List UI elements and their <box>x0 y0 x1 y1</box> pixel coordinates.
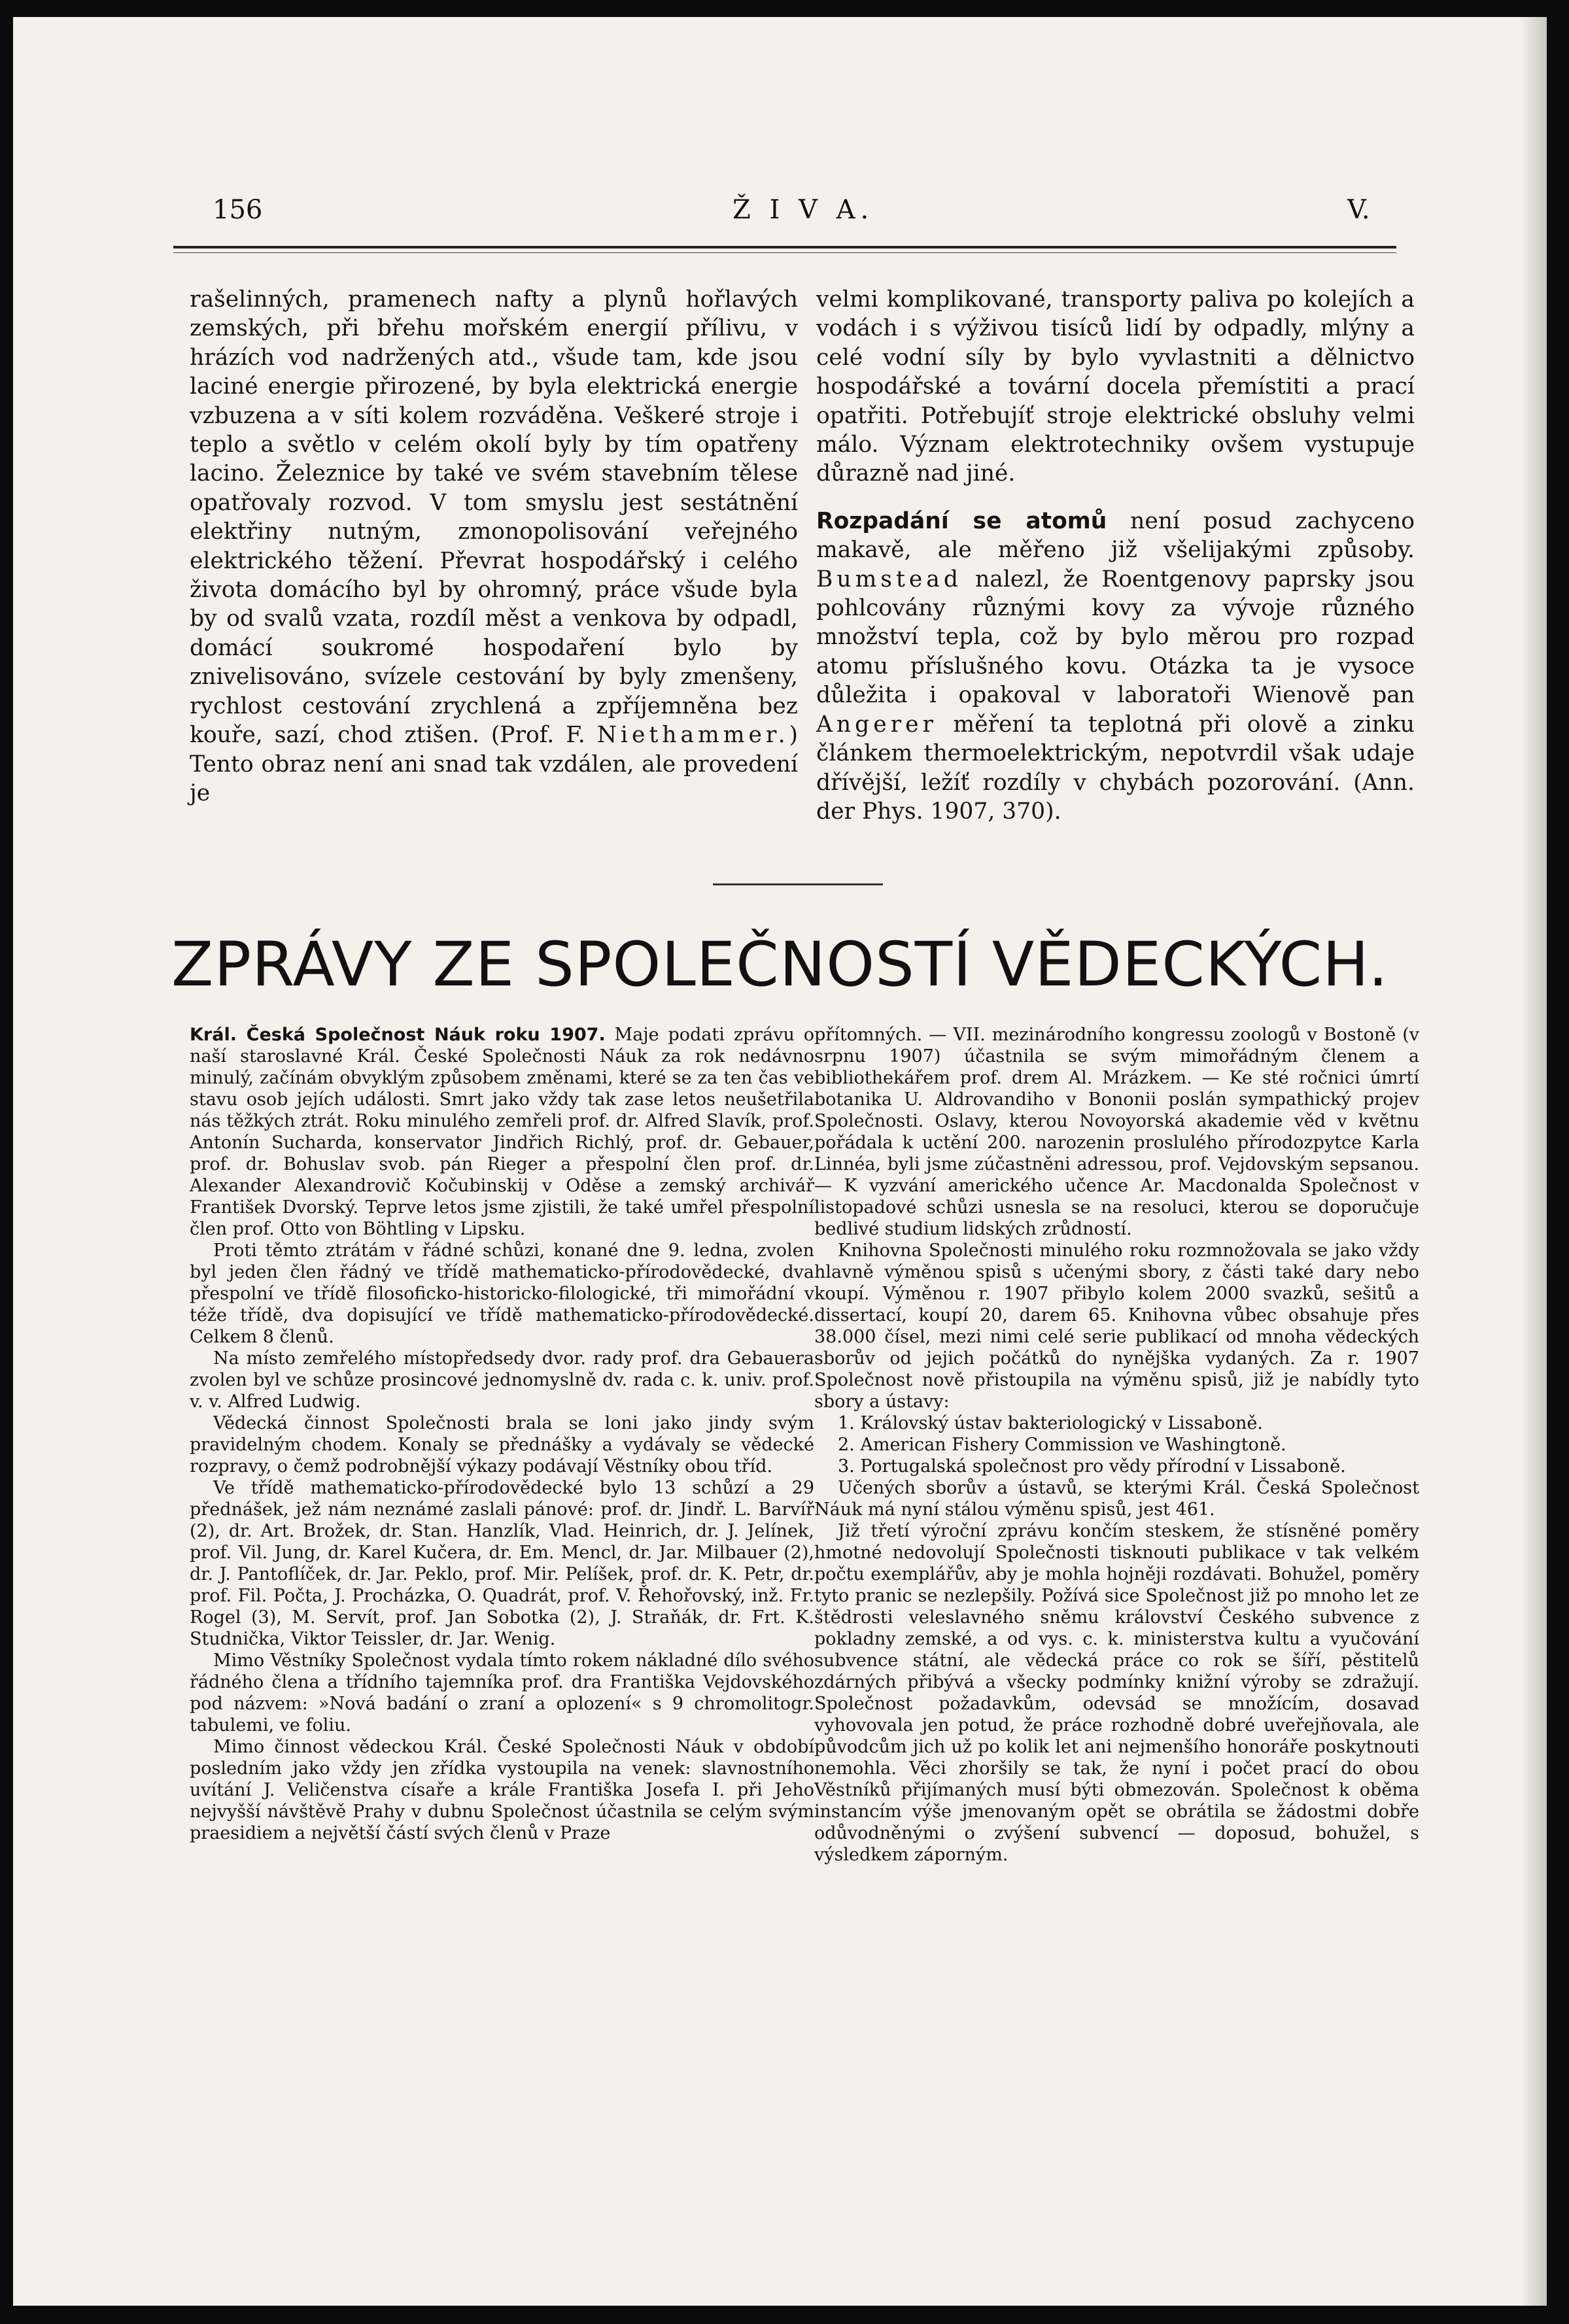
paragraph-text: ) Tento obraz není ani snad tak vzdálen, ale provedení je <box>190 722 799 806</box>
report-column-right <box>814 1024 1419 1866</box>
report-paragraph: Mimo činnost vědeckou Král. České Společnosti Náuk v období posledním jako vždy jen zřídka vystoupila na venek: slavnostního uvítání J. Veličenstva císaře a krále Františka Josefa I. při Jeho nejvyšší návštěvě Prahy v dubnu Společnost účastnila se celým svým praesidiem a největší částí svých členů v Praze <box>190 1737 814 1843</box>
header-rule-thin <box>173 252 1396 253</box>
paragraph-text: měření ta teplotná při olově a zinku článkem thermoelektrickým, nepotvrdil však udaje dřívější, ležíť rozdíly v chybách pozorování. (Ann. der Phys. 1907, 370). <box>816 711 1415 825</box>
article-paragraph: velmi komplikované, transporty paliva po kolejích a vodách i s výživou tisíců lidí by odpadly, mlýny a celé vodní síly by bylo vyvlastniti a dělnictvo hospodářské a tovární docela přemístiti a prací opatřiti. Potřebujíť stroje elektrické obsluhy velmi málo. Význam elektrotechniky ovšem vystupuje důrazně nad jiné. <box>816 286 1415 487</box>
report-paragraph: Již třetí výroční zprávu končím steskem, že stísněné poměry hmotné nedovolují Společnosti tisknouti publikace v tak velkém počtu exemplářův, aby je mohla hojněji rozdávati. Bohužel, poměry tyto pranic se nezlepšily. Požívá sice Společnost již po mnoho let ze štědrosti veleslavného sněmu království Českého subvence z pokladny zemské, a od vys. c. k. ministerstva kultu a vyučování subvence státní, ale vědecká práce co rok se šíří, pěstitelů zdárných přibývá a všecky podmínky knižní výroby se zdražují. Společnost požadavkům, odevsád se množícím, dosavad vyhovovala jen potud, že práce rozhodně dobré uveřejňovala, ale původcům jich už po kolik let ani nejmenšího honoráře poskytnouti nemohla. Věci zhoršily se tak, že nyní i počet prací do obou Věstníků přijímaných musí býti obmezován. Společnost k oběma instancím výše jmenovaným opět se obrátila se žádostmi dobře odůvodněnými o zvýšení subvencí — doposud, bohužel, s výsledkem záporným. <box>814 1521 1419 1865</box>
report-paragraph: Knihovna Společnosti minulého roku rozmnožovala se jako vždy hlavně výměnou spisů s učenými sbory, z části také dary nebo koupí. Výměnou r. 1907 přibylo kolem 2000 svazků, sešitů a dissertací, koupí 20, darem 65. Knihovna vůbec obsahuje přes 38.000 čísel, mezi nimi celé serie publikací od mnoha vědeckých sborův od jejich počátků do nynějška vydaných. Za r. 1907 Společnost nově přistoupila na výměnu spisů, již je nabídly tyto sbory a ústavy: <box>814 1240 1419 1412</box>
report-paragraph: Mimo Věstníky Společnost vydala tímto rokem nákladné dílo svého řádného člena a třídního tajemníka prof. dra Františka Vejdovského pod názvem: »Nová badání o zraní a oplození« s 9 chromolitogr. tabulemi, ve foliu. <box>190 1650 814 1735</box>
person-name: Bumstead <box>816 566 962 592</box>
report-heading: Král. Česká Společnost Náuk roku 1907. <box>190 1025 606 1045</box>
paragraph-text: není posud zachyceno makavě, ale měřeno již všelijakými způsoby. <box>816 507 1415 564</box>
page-edge-shadow <box>1521 17 1547 2306</box>
report-column-left <box>190 1024 814 1844</box>
header-rule <box>173 246 1396 248</box>
running-header <box>13 195 1547 241</box>
report-paragraph: Ve třídě mathematicko-přírodovědecké bylo 13 schůzí a 29 přednášek, jež nám neznámé zaslali pánové: prof. dr. Jindř. L. Barvíř (2), dr. Art. Brožek, dr. Stan. Hanzlík, Vlad. Heinrich, dr. J. Jelínek, prof. Vil. Jung, dr. Karel Kučera, dr. Em. Mencl, dr. Jar. Milbauer (2), dr. J. Pantoflíček, dr. Jar. Peklo, prof. Mir. Pelíšek, prof. dr. K. Petr, dr. prof. Fil. Počta, J. Procházka, O. Quadrát, prof. V. Řehořovský, inž. Fr. Rogel (3), M. Servít, prof. Jan Sobotka (2), J. Straňák, dr. Frt. K. Studnička, Viktor Teissler, dr. Jar. Wenig. <box>190 1478 814 1649</box>
report-paragraph <box>190 1024 814 1240</box>
journal-title: Ž I V A. <box>733 195 874 225</box>
paragraph-text: Maje podati zprávu o naší staroslavné Král. České Společnosti Náuk za rok nedávno minulý, začínám obvyklým způsobem změnami, které se za ten čas ve stavu osob jejích události. Smrt jako vždy tak zase letos neušetřila nás těžkých ztrát. Roku minulého zemřeli prof. dr. Alfred Slavík, prof. Antonín Sucharda, konservator Jindřich Richlý, prof. dr. Gebauer, prof. dr. Bohuslav svob. pán Rieger a přespolní člen prof. dr. Alexander Alexandrovič Kočubinskij v Oděse a zemský archivář František Dvorský. Teprve letos jsme zjistili, že také umřel přespolní člen prof. Otto von Böhtling v Lipsku. <box>190 1025 814 1239</box>
person-name: Angerer <box>816 711 938 738</box>
paragraph-text: rašelinných, pramenech nafty a plynů hořlavých zemských, při břehu mořském energií přílivu, v hrázích vod nadržených atd., všude tam, kde jsou laciné energie přirozené, by byla elektrická energie vzbuzena a v síti kolem rozváděna. Veškeré stroje i teplo a světlo v celém okolí byly by tím opatřeny lacino. Železnice by také ve svém stavebním tělese opatřovaly rozvod. V tom smyslu jest sestátnění elektřiny nutným, zmonopolisování veřejného elektrického těžení. Převrat hospodářský i celého života domácího byl by ohromný, práce všude byla by od svalů vzata, rozdíl měst a venkova by odpadl, domácí soukromé hospodaření bylo by znivelisováno, svízele cestování by byly zmenšeny, rychlost cestování zrychlená a zpříjemněna bez kouře, sazí, chod ztišen. (Prof. F. <box>190 286 798 749</box>
list-item: 3. Portugalská společnost pro vědy přírodní v Lissaboně. <box>838 1456 1346 1477</box>
article-column-right <box>816 285 1415 826</box>
section-separator <box>713 883 883 885</box>
report-paragraph: Učených sborův a ústavů, se kterými Král. Česká Společnost Náuk má nyní stálou výměnu spisů, jest 461. <box>814 1478 1419 1520</box>
list-item: 1. Královský ústav bakteriologický v Lissaboně. <box>838 1413 1263 1433</box>
article-column-left <box>190 285 798 808</box>
subsection-heading: Rozpadání se atomů <box>816 507 1107 534</box>
report-paragraph: Vědecká činnost Společnosti brala se loni jako jindy svým pravidelným chodem. Konaly se přednášky a vydávaly se vědecké rozpravy, o čemž podrobnější výkazy podávají Věstníky obou tříd. <box>190 1413 814 1477</box>
report-paragraph: přítomných. — VII. mezinárodního kongressu zoologů v Bostoně (v srpnu 1907) účastnila se svým mimořádným členem a bibliothekářem prof. drem Al. Mrázkem. — Ke sté ročnici úmrtí botanika U. Aldrovandiho v Bononii poslán sympathický projev Společnosti. Oslavy, kterou Novoyorská akademie věd v květnu pořádala k uctění 200. narozenin proslulého přírodozpytce Karla Linnéa, byli jsme zúčastněni adressou, prof. Vejdovským sepsanou. — K vyzvání amerického učence Ar. Macdonalda Společnost v listopadové schůzi usnesla se na resoluci, kterou se doporučuje bedlivé studium lidských zrůdností. <box>814 1025 1419 1239</box>
paragraph-text: nalezl, že Roentgenovy paprsky jsou pohlcovány různými kovy za vývoje různého množství tepla, což by bylo měrou pro rozpad atomu příslušného kovu. Otázka ta je vysoce důležita i opakoval v laboratoři Wienově pan <box>816 566 1415 709</box>
page-number: 156 <box>213 195 263 225</box>
article-paragraph <box>190 285 798 808</box>
atom-decay-paragraph <box>816 507 1415 826</box>
report-paragraph: Proti těmto ztrátám v řádné schůzi, konané dne 9. ledna, zvolen byl jeden člen řádný ve třídě mathematicko-přírodovědecké, dva přespolní ve třídě filosoficko-historicko-filologické, tři mimořádní v téže třídě, dva dopisující ve třídě mathematicko-přírodovědecké. Celkem 8 členů. <box>190 1240 814 1347</box>
author-name: Niethammer. <box>596 722 789 749</box>
volume-number: V. <box>1347 195 1370 225</box>
section-title: ZPRÁVY ZE SPOLEČNOSTÍ VĚDECKÝCH. <box>171 929 1389 1000</box>
report-paragraph: Na místo zemřelého místopředsedy dvor. rady prof. dra Gebauera zvolen byl ve schůze prosincové jednomyslně dv. rada c. k. univ. prof. v. v. Alfred Ludwig. <box>190 1348 814 1412</box>
document-page <box>13 17 1547 2306</box>
list-item: 2. American Fishery Commission ve Washingtoně. <box>838 1435 1286 1455</box>
exchange-partner-list <box>814 1412 1419 1477</box>
